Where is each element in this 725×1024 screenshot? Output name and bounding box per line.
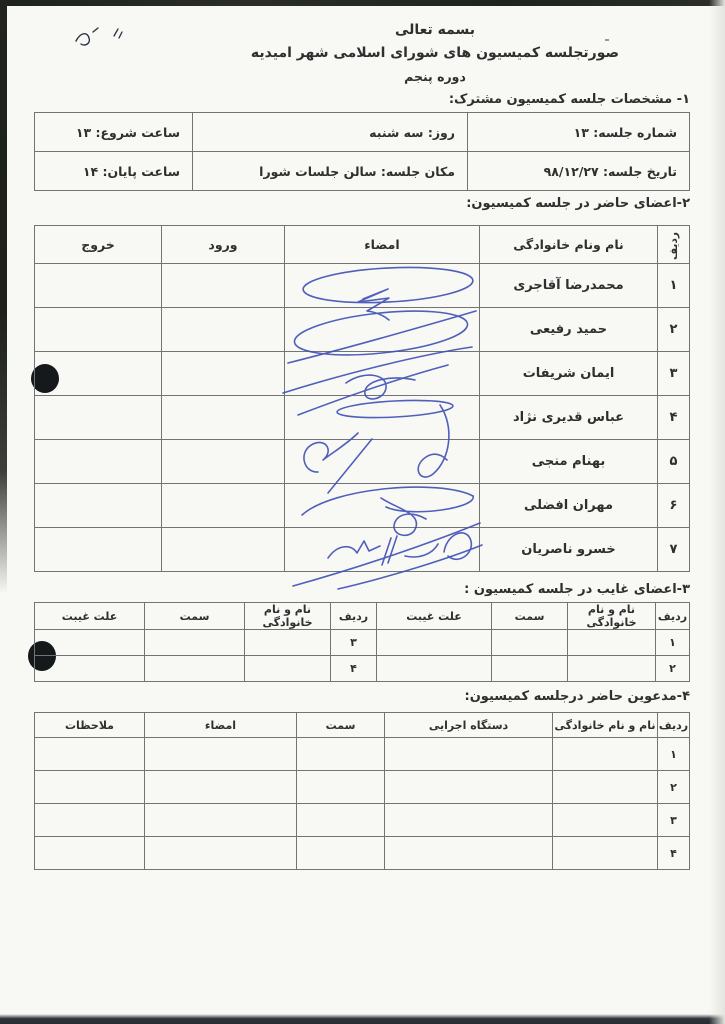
row-number-header: ردیف	[331, 603, 377, 630]
absent-row	[35, 656, 690, 682]
invitee-row	[35, 804, 690, 837]
bismillah-line: بسمه تعالی	[394, 22, 476, 38]
row-index-cell: ۱	[656, 630, 690, 656]
table-header-row	[35, 226, 690, 264]
invitee-row	[35, 738, 690, 771]
member-row	[35, 484, 690, 528]
entry-header: ورود	[162, 226, 285, 264]
absent-row	[35, 630, 690, 656]
position-header: سمت	[297, 713, 385, 738]
member-index-cell: ۴	[658, 396, 690, 440]
entry-cell	[162, 484, 285, 528]
reason-cell	[377, 656, 492, 682]
agency-cell	[385, 837, 553, 870]
scan-edge-bottom	[0, 1014, 725, 1024]
signature-cell	[285, 352, 480, 396]
invitee-row	[35, 837, 690, 870]
meeting-day-cell: روز: سه شنبه	[193, 113, 468, 152]
position-header: سمت	[145, 603, 245, 630]
name-header: نام ونام خانوادگی	[480, 226, 658, 264]
entry-cell	[162, 352, 285, 396]
position-cell	[297, 738, 385, 771]
absent-members-table	[34, 602, 690, 682]
signature-header: امضاء	[145, 713, 297, 738]
row-number-header: ردیف	[658, 226, 690, 264]
scan-edge-top	[0, 0, 725, 6]
member-name-cell: حمید رفیعی	[480, 308, 658, 352]
name-header: نام و نام خانوادگی	[553, 713, 658, 738]
remarks-header: ملاحظات	[35, 713, 145, 738]
agency-cell	[385, 804, 553, 837]
entry-cell	[162, 264, 285, 308]
present-members-table	[34, 225, 690, 572]
meeting-date-cell: تاریخ جلسه: ۹۸/۱۲/۲۷	[468, 152, 690, 191]
meeting-number-cell: شماره جلسه: ۱۳	[468, 113, 690, 152]
table-header-row	[35, 603, 690, 630]
member-row	[35, 308, 690, 352]
entry-cell	[162, 528, 285, 572]
remarks-cell	[35, 837, 145, 870]
member-index-cell: ۳	[658, 352, 690, 396]
exit-cell	[35, 484, 162, 528]
signature-cell	[145, 837, 297, 870]
name-header: نام و نام خانوادگی	[568, 603, 656, 630]
start-time-cell: ساعت شروع: ۱۳	[35, 113, 193, 152]
document-header	[180, 22, 690, 84]
member-row	[35, 528, 690, 572]
name-cell	[568, 630, 656, 656]
remarks-cell	[35, 771, 145, 804]
exit-cell	[35, 396, 162, 440]
exit-cell	[35, 264, 162, 308]
position-cell	[492, 630, 568, 656]
agency-cell	[385, 738, 553, 771]
member-row	[35, 264, 690, 308]
meeting-info-table	[34, 112, 690, 191]
member-name-cell: خسرو ناصریان	[480, 528, 658, 572]
signature-cell	[285, 308, 480, 352]
member-index-cell: ۷	[658, 528, 690, 572]
row-index-cell: ۱	[658, 738, 690, 771]
exit-header: خروج	[35, 226, 162, 264]
entry-cell	[162, 396, 285, 440]
name-cell	[553, 738, 658, 771]
member-index-cell: ۱	[658, 264, 690, 308]
row-index-cell: ۴	[658, 837, 690, 870]
handwritten-mark	[70, 24, 132, 50]
signature-cell	[145, 738, 297, 771]
member-name-cell: ایمان شریفات	[480, 352, 658, 396]
section4-title: ۴-مدعوین حاضر درجلسه کمیسیون:	[464, 689, 690, 704]
entry-cell	[162, 308, 285, 352]
table-header-row	[35, 713, 690, 738]
name-header: نام و نام خانوادگی	[245, 603, 331, 630]
name-cell	[553, 771, 658, 804]
signature-cell	[145, 771, 297, 804]
row-number-header: ردیف	[656, 603, 690, 630]
position-cell	[297, 804, 385, 837]
signature-header: امضاء	[285, 226, 480, 264]
row-index-cell: ۲	[658, 771, 690, 804]
scan-edge-left	[0, 0, 7, 1024]
member-row	[35, 352, 690, 396]
member-name-cell: مهران افضلی	[480, 484, 658, 528]
table-row	[35, 152, 690, 191]
absence-reason-header: علت غیبت	[377, 603, 492, 630]
meeting-location-cell: مکان جلسه: سالن جلسات شورا	[193, 152, 468, 191]
name-cell	[568, 656, 656, 682]
agency-cell	[385, 771, 553, 804]
reason-cell	[35, 630, 145, 656]
member-row	[35, 396, 690, 440]
absence-reason-header: علت غیبت	[35, 603, 145, 630]
name-cell	[553, 804, 658, 837]
end-time-cell: ساعت پایان: ۱۴	[35, 152, 193, 191]
position-cell	[492, 656, 568, 682]
signature-cell	[285, 264, 480, 308]
member-index-cell: ۶	[658, 484, 690, 528]
position-header: سمت	[492, 603, 568, 630]
signature-cell	[285, 396, 480, 440]
name-cell	[553, 837, 658, 870]
member-index-cell: ۲	[658, 308, 690, 352]
signature-cell	[285, 484, 480, 528]
position-cell	[145, 630, 245, 656]
scan-edge-right	[709, 0, 725, 1024]
table-row	[35, 113, 690, 152]
agency-header: دستگاه اجرایی	[385, 713, 553, 738]
exit-cell	[35, 352, 162, 396]
position-cell	[297, 837, 385, 870]
row-index-cell: ۳	[658, 804, 690, 837]
exit-cell	[35, 440, 162, 484]
reason-cell	[377, 630, 492, 656]
row-index-cell: ۴	[331, 656, 377, 682]
remarks-cell	[35, 738, 145, 771]
section2-title: ۲-اعضای حاضر در جلسه کمیسیون:	[466, 196, 690, 211]
section3-title: ۳-اعضای غایب در جلسه کمیسیون :	[464, 582, 690, 597]
name-cell	[245, 630, 331, 656]
signature-cell	[285, 440, 480, 484]
invitee-row	[35, 771, 690, 804]
exit-cell	[35, 308, 162, 352]
position-cell	[145, 656, 245, 682]
member-index-cell: ۵	[658, 440, 690, 484]
row-index-cell: ۲	[656, 656, 690, 682]
signature-cell	[285, 528, 480, 572]
signature-cell	[145, 804, 297, 837]
remarks-cell	[35, 804, 145, 837]
row-number-header: ردیف	[658, 713, 690, 738]
section1-title: ۱- مشخصات جلسه کمیسیون مشترک:	[448, 92, 690, 107]
member-name-cell: محمدرضا آقاجری	[480, 264, 658, 308]
term-subtitle: دوره پنجم	[404, 69, 466, 84]
entry-cell	[162, 440, 285, 484]
reason-cell	[35, 656, 145, 682]
member-name-cell: عباس قدیری نژاد	[480, 396, 658, 440]
document-title: صورتجلسه کمیسیون های شورای اسلامی شهر امیدیه	[250, 45, 620, 61]
exit-cell	[35, 528, 162, 572]
member-name-cell: بهنام منجی	[480, 440, 658, 484]
position-cell	[297, 771, 385, 804]
name-cell	[245, 656, 331, 682]
row-index-cell: ۳	[331, 630, 377, 656]
invitees-table	[34, 712, 690, 870]
member-row	[35, 440, 690, 484]
